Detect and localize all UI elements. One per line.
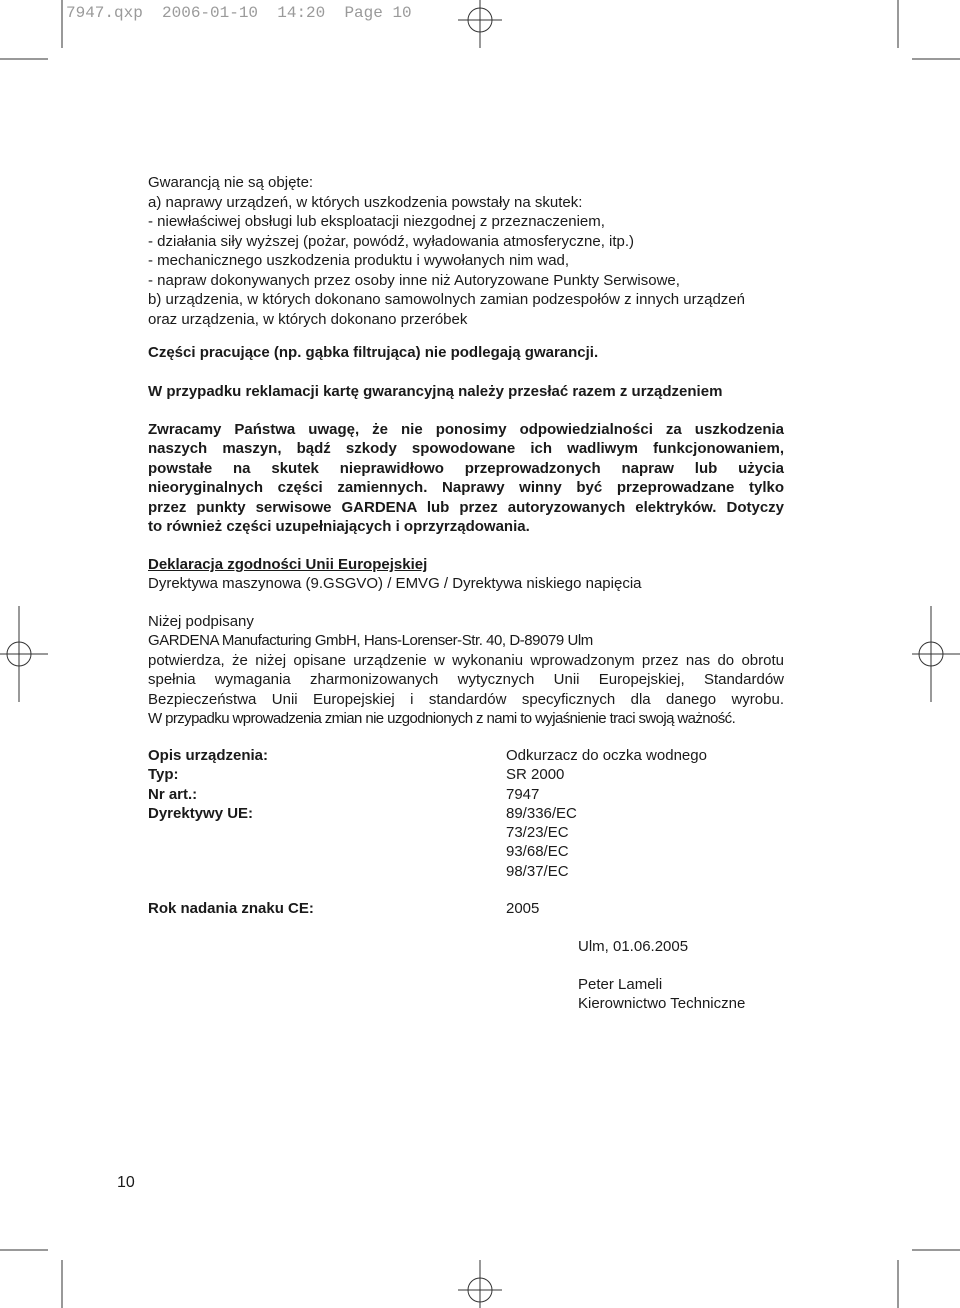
liability-line: Zwracamy Państwa uwagę, że nie ponosimy odpowiedzialności za uszkodzenia (148, 421, 784, 438)
company-address: GARDENA Manufacturing GmbH, Hans-Lorenser-Str. 40, D-89079 Ulm (148, 632, 593, 649)
registration-mark-left (0, 606, 48, 702)
liability-line: to również części uzupełniających i oprzyrządowania. (148, 518, 530, 536)
product-data-table (148, 746, 788, 881)
product-row (148, 765, 788, 784)
ce-year: 2005 (506, 900, 540, 917)
warranty-exclusions (148, 173, 784, 329)
declaration-title: Deklaracja zgodności Unii Europejskiej (148, 556, 428, 573)
ce-year-row (148, 899, 788, 918)
declaration-line: spełnia wymagania zharmonizowanych wytycznych Unii Europejskiej, Standardów (148, 671, 784, 689)
declaration-body (148, 651, 784, 729)
claim-note: W przypadku reklamacji kartę gwarancyjną należy przesłać razem z urządzeniem (148, 383, 723, 400)
row-value: Odkurzacz do oczka wodnego (506, 747, 707, 764)
warranty-line: a) naprawy urządzeń, w których uszkodzenia powstały na skutek: (148, 193, 583, 211)
ce-label: Rok nadania znaku CE: (148, 900, 314, 917)
declaration-line: Bezpieczeństwa Unii Europejskiej i standardów specyficznych dla danego wyrobu. (148, 690, 784, 708)
row-value: 98/37/EC (506, 862, 569, 880)
signed-label: Niżej podpisany (148, 613, 254, 630)
parts-note: Części pracujące (np. gąbka filtrująca) nie podlegają gwarancji. (148, 344, 599, 361)
print-slug: 7947.qxp 2006-01-10 14:20 Page 10 (66, 4, 412, 22)
row-label: Dyrektywy UE: (148, 804, 254, 822)
product-row (148, 842, 788, 861)
signer-name: Peter Lameli (578, 976, 663, 993)
page-number: 10 (117, 1174, 135, 1191)
warranty-line: b) urządzenia, w których dokonano samowolnych zamian podzespołów z innych urządzeń (148, 291, 745, 308)
warranty-line: - działania siły wyższej (pożar, powódź, wyładowania atmosferyczne, itp.) (148, 232, 635, 250)
place-date: Ulm, 01.06.2005 (578, 938, 689, 955)
registration-mark-bottom (458, 1260, 502, 1308)
registration-mark-top (458, 0, 502, 48)
warranty-line: - napraw dokonywanych przez osoby inne niż Autoryzowane Punkty Serwisowe, (148, 271, 680, 289)
row-label: Opis urządzenia: (148, 747, 269, 764)
row-label: Typ: (148, 766, 179, 784)
row-label: Nr art.: (148, 785, 198, 803)
registration-mark-right (912, 606, 960, 702)
product-row (148, 823, 788, 842)
product-row (148, 804, 788, 823)
row-value: 73/23/EC (506, 824, 569, 842)
warranty-line: - mechanicznego uszkodzenia produktu i wywołanych nim wad, (148, 252, 570, 269)
liability-line: nieoryginalnych części zamiennych. Naprawy winny być przeprowadzane tylko (148, 479, 784, 497)
liability-line: powstałe na skutek nieprawidłowo przeprowadzonych napraw lub użycia (148, 459, 784, 477)
signer-title: Kierownictwo Techniczne (578, 995, 746, 1012)
declaration-subtitle: Dyrektywa maszynowa (9.GSGVO) / EMVG / Dyrektywa niskiego napięcia (148, 575, 642, 592)
declaration-line: W przypadku wprowadzenia zmian nie uzgodnionych z nami to wyjaśnienie traci swoją ważność. (148, 710, 736, 728)
liability-line: przez punkty serwisowe GARDENA lub przez autoryzowanych elektryków. Dotyczy (148, 498, 784, 516)
warranty-line: Gwarancją nie są objęte: (148, 174, 314, 191)
product-row (148, 862, 788, 881)
product-row (148, 785, 788, 804)
product-row (148, 746, 788, 765)
declaration-line: potwierdza, że niżej opisane urządzenie w wykonaniu wprowadzonym przez nas do obrotu (148, 652, 784, 669)
row-value: 89/336/EC (506, 804, 577, 822)
row-value: 93/68/EC (506, 843, 569, 861)
warranty-line: - niewłaściwej obsługi lub eksploatacji niezgodnej z przeznaczeniem, (148, 213, 605, 230)
row-value: 7947 (506, 785, 540, 803)
liability-paragraph (148, 420, 784, 537)
liability-line: naszych maszyn, bądź szkody spowodowane ich wadliwym funkcjonowaniem, (148, 440, 784, 458)
warranty-line: oraz urządzenia, w których dokonano przeróbek (148, 310, 468, 328)
row-value: SR 2000 (506, 766, 565, 784)
